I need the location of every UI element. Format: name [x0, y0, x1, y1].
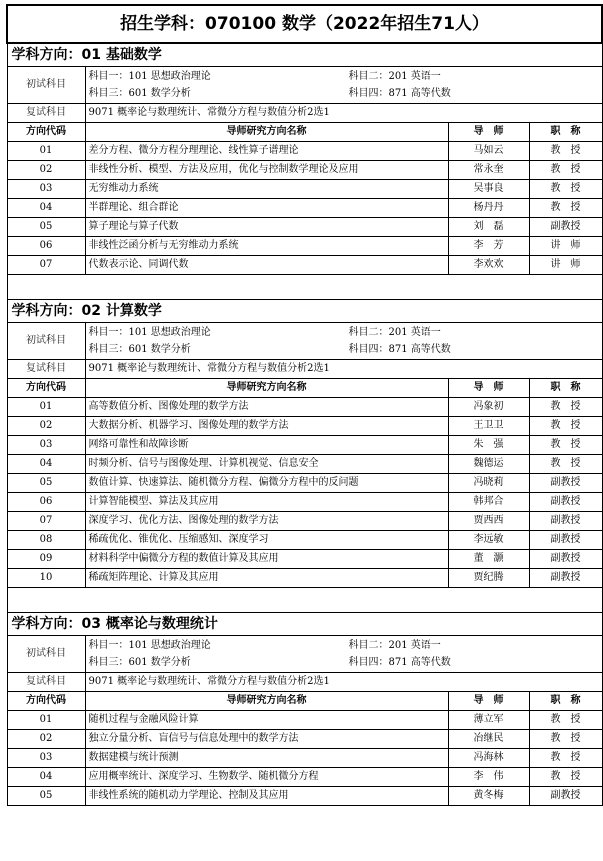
direction-code: 01: [7, 711, 85, 730]
direction-code: 01: [7, 398, 85, 417]
direction-name: 差分方程、微分方程分理理论、线性算子谱理论: [85, 142, 448, 161]
direction-code: 05: [7, 218, 85, 237]
table-row: [7, 768, 602, 787]
subject-1: 科目一：101 思想政治理论: [88, 326, 211, 338]
advisor-rank: 教 授: [529, 436, 602, 455]
direction-code: 05: [7, 787, 85, 806]
advisor-name: 李 伟: [448, 768, 529, 787]
table-row: [7, 493, 602, 512]
advisor-name: 薄立军: [448, 711, 529, 730]
table-row: [7, 142, 602, 161]
direction-code: 04: [7, 768, 85, 787]
section-spacer: [7, 275, 602, 300]
direction-code: 09: [7, 550, 85, 569]
direction-name: 稀疏矩阵理论、计算及其应用: [85, 569, 448, 588]
section-header: [7, 300, 602, 323]
col-name-header: 导师研究方向名称: [85, 379, 448, 398]
direction-code: 02: [7, 161, 85, 180]
col-advisor-header: 导 师: [448, 692, 529, 711]
direction-name: 算子理论与算子代数: [85, 218, 448, 237]
prelim-row: [7, 636, 602, 673]
table-row: [7, 436, 602, 455]
admissions-table: [6, 4, 603, 806]
spacer-cell: [7, 588, 602, 613]
prelim-subjects: [85, 67, 602, 104]
section-header: [7, 613, 602, 636]
column-header-row: [7, 692, 602, 711]
table-row: [7, 474, 602, 493]
subject-3: 科目三：601 数学分析: [88, 343, 191, 355]
admissions-sheet: [6, 4, 601, 806]
direction-name: 无穷维动力系统: [85, 180, 448, 199]
advisor-rank: 讲 师: [529, 256, 602, 275]
subject-line: [89, 68, 599, 85]
table-row: [7, 417, 602, 436]
subject-2: 科目二：201 英语一: [348, 326, 441, 338]
prelim-subjects: [85, 636, 602, 673]
spacer-cell: [7, 275, 602, 300]
subject-4: 科目四：871 高等代数: [348, 343, 451, 355]
table-row: [7, 199, 602, 218]
subject-4: 科目四：871 高等代数: [348, 87, 451, 99]
advisor-rank: 副教授: [529, 474, 602, 493]
retest-label: 复试科目: [7, 360, 85, 379]
direction-name: 随机过程与金融风险计算: [85, 711, 448, 730]
direction-code: 05: [7, 474, 85, 493]
column-header-row: [7, 123, 602, 142]
advisor-rank: 副教授: [529, 550, 602, 569]
advisor-rank: 教 授: [529, 711, 602, 730]
col-code-header: 方向代码: [7, 123, 85, 142]
subject-2: 科目二：201 英语一: [348, 70, 441, 82]
direction-name: 非线性分析、模型、方法及应用，优化与控制数学理论及应用: [85, 161, 448, 180]
table-row: [7, 730, 602, 749]
col-code-header: 方向代码: [7, 379, 85, 398]
direction-name: 半群理论、组合群论: [85, 199, 448, 218]
section-spacer: [7, 588, 602, 613]
advisor-rank: 教 授: [529, 180, 602, 199]
prelim-subjects: [85, 323, 602, 360]
direction-name: 数值计算、快速算法、随机微分方程、偏微分方程中的反问题: [85, 474, 448, 493]
table-row: [7, 711, 602, 730]
advisor-rank: 教 授: [529, 730, 602, 749]
table-row: [7, 398, 602, 417]
page-title: 招生学科：070100 数学（2022年招生71人）: [7, 5, 602, 43]
subject-line: [89, 85, 599, 102]
advisor-name: 冯象初: [448, 398, 529, 417]
advisor-name: 王卫卫: [448, 417, 529, 436]
direction-code: 10: [7, 569, 85, 588]
subject-1: 科目一：101 思想政治理论: [88, 639, 211, 651]
table-row: [7, 218, 602, 237]
advisor-rank: 教 授: [529, 749, 602, 768]
table-row: [7, 256, 602, 275]
prelim-row: [7, 67, 602, 104]
advisor-name: 刘 磊: [448, 218, 529, 237]
direction-code: 08: [7, 531, 85, 550]
prelim-label: 初试科目: [7, 323, 85, 360]
advisor-rank: 教 授: [529, 455, 602, 474]
col-rank-header: 职 称: [529, 379, 602, 398]
advisor-rank: 副教授: [529, 493, 602, 512]
direction-name: 材料科学中偏微分方程的数值计算及其应用: [85, 550, 448, 569]
direction-name: 非线性泛函分析与无穷维动力系统: [85, 237, 448, 256]
subject-line: [89, 637, 599, 654]
direction-name: 大数据分析、机器学习、图像处理的数学方法: [85, 417, 448, 436]
advisor-rank: 教 授: [529, 161, 602, 180]
section-header: [7, 43, 602, 67]
direction-name: 网络可靠性和故障诊断: [85, 436, 448, 455]
direction-name: 稀疏优化、锥优化、压缩感知、深度学习: [85, 531, 448, 550]
direction-code: 07: [7, 512, 85, 531]
advisor-rank: 讲 师: [529, 237, 602, 256]
direction-code: 03: [7, 749, 85, 768]
direction-code: 07: [7, 256, 85, 275]
advisor-rank: 副教授: [529, 569, 602, 588]
advisor-rank: 教 授: [529, 768, 602, 787]
col-name-header: 导师研究方向名称: [85, 692, 448, 711]
direction-name: 独立分量分析、盲信号与信息处理中的数学方法: [85, 730, 448, 749]
table-row: [7, 550, 602, 569]
retest-row: [7, 360, 602, 379]
table-row: [7, 749, 602, 768]
retest-row: [7, 673, 602, 692]
direction-code: 04: [7, 199, 85, 218]
subject-line: [89, 324, 599, 341]
subject-line: [89, 341, 599, 358]
direction-name: 时频分析、信号与图像处理、计算机视觉、信息安全: [85, 455, 448, 474]
advisor-name: 魏德运: [448, 455, 529, 474]
direction-code: 03: [7, 180, 85, 199]
col-code-header: 方向代码: [7, 692, 85, 711]
advisor-rank: 教 授: [529, 199, 602, 218]
col-name-header: 导师研究方向名称: [85, 123, 448, 142]
direction-code: 06: [7, 237, 85, 256]
advisor-name: 李 芳: [448, 237, 529, 256]
retest-label: 复试科目: [7, 104, 85, 123]
advisor-rank: 副教授: [529, 787, 602, 806]
direction-code: 01: [7, 142, 85, 161]
direction-code: 06: [7, 493, 85, 512]
subject-2: 科目二：201 英语一: [348, 639, 441, 651]
prelim-row: [7, 323, 602, 360]
advisor-name: 冯晓莉: [448, 474, 529, 493]
table-row: [7, 787, 602, 806]
section-title: 学科方向：02 计算数学: [7, 300, 602, 323]
col-rank-header: 职 称: [529, 692, 602, 711]
subject-1: 科目一：101 思想政治理论: [88, 70, 211, 82]
table-row: [7, 531, 602, 550]
retest-subject: 9071 概率论与数理统计、常微分方程与数值分析2选1: [85, 104, 602, 123]
section-title: 学科方向：03 概率论与数理统计: [7, 613, 602, 636]
direction-code: 03: [7, 436, 85, 455]
direction-name: 高等数值分析、图像处理的数学方法: [85, 398, 448, 417]
prelim-label: 初试科目: [7, 67, 85, 104]
advisor-name: 李远敏: [448, 531, 529, 550]
subject-3: 科目三：601 数学分析: [88, 656, 191, 668]
subject-line: [89, 654, 599, 671]
advisor-name: 黄冬梅: [448, 787, 529, 806]
table-row: [7, 455, 602, 474]
advisor-name: 贾纪腾: [448, 569, 529, 588]
advisor-name: 常永奎: [448, 161, 529, 180]
advisor-name: 朱 强: [448, 436, 529, 455]
advisor-name: 冶继民: [448, 730, 529, 749]
table-row: [7, 512, 602, 531]
table-row: [7, 569, 602, 588]
prelim-label: 初试科目: [7, 636, 85, 673]
advisor-name: 冯海林: [448, 749, 529, 768]
col-rank-header: 职 称: [529, 123, 602, 142]
direction-code: 02: [7, 730, 85, 749]
retest-row: [7, 104, 602, 123]
advisor-rank: 副教授: [529, 218, 602, 237]
advisor-rank: 教 授: [529, 398, 602, 417]
direction-name: 非线性系统的随机动力学理论、控制及其应用: [85, 787, 448, 806]
table-row: [7, 237, 602, 256]
section-title: 学科方向：01 基础数学: [7, 43, 602, 67]
direction-name: 数据建模与统计预测: [85, 749, 448, 768]
advisor-rank: 教 授: [529, 417, 602, 436]
advisor-rank: 副教授: [529, 512, 602, 531]
advisor-name: 马如云: [448, 142, 529, 161]
advisor-rank: 副教授: [529, 531, 602, 550]
direction-name: 应用概率统计、深度学习、生物数学、随机微分方程: [85, 768, 448, 787]
table-row: [7, 180, 602, 199]
advisor-name: 董 灏: [448, 550, 529, 569]
direction-name: 计算智能模型、算法及其应用: [85, 493, 448, 512]
advisor-name: 李欢欢: [448, 256, 529, 275]
direction-code: 04: [7, 455, 85, 474]
retest-subject: 9071 概率论与数理统计、常微分方程与数值分析2选1: [85, 673, 602, 692]
direction-name: 代数表示论、同调代数: [85, 256, 448, 275]
direction-code: 02: [7, 417, 85, 436]
advisor-name: 吴事良: [448, 180, 529, 199]
table-row: [7, 161, 602, 180]
advisor-name: 韩邦合: [448, 493, 529, 512]
advisor-name: 杨丹丹: [448, 199, 529, 218]
direction-name: 深度学习、优化方法、图像处理的数学方法: [85, 512, 448, 531]
retest-subject: 9071 概率论与数理统计、常微分方程与数值分析2选1: [85, 360, 602, 379]
column-header-row: [7, 379, 602, 398]
advisor-rank: 教 授: [529, 142, 602, 161]
col-advisor-header: 导 师: [448, 123, 529, 142]
subject-4: 科目四：871 高等代数: [348, 656, 451, 668]
advisor-name: 贾西西: [448, 512, 529, 531]
subject-3: 科目三：601 数学分析: [88, 87, 191, 99]
col-advisor-header: 导 师: [448, 379, 529, 398]
retest-label: 复试科目: [7, 673, 85, 692]
